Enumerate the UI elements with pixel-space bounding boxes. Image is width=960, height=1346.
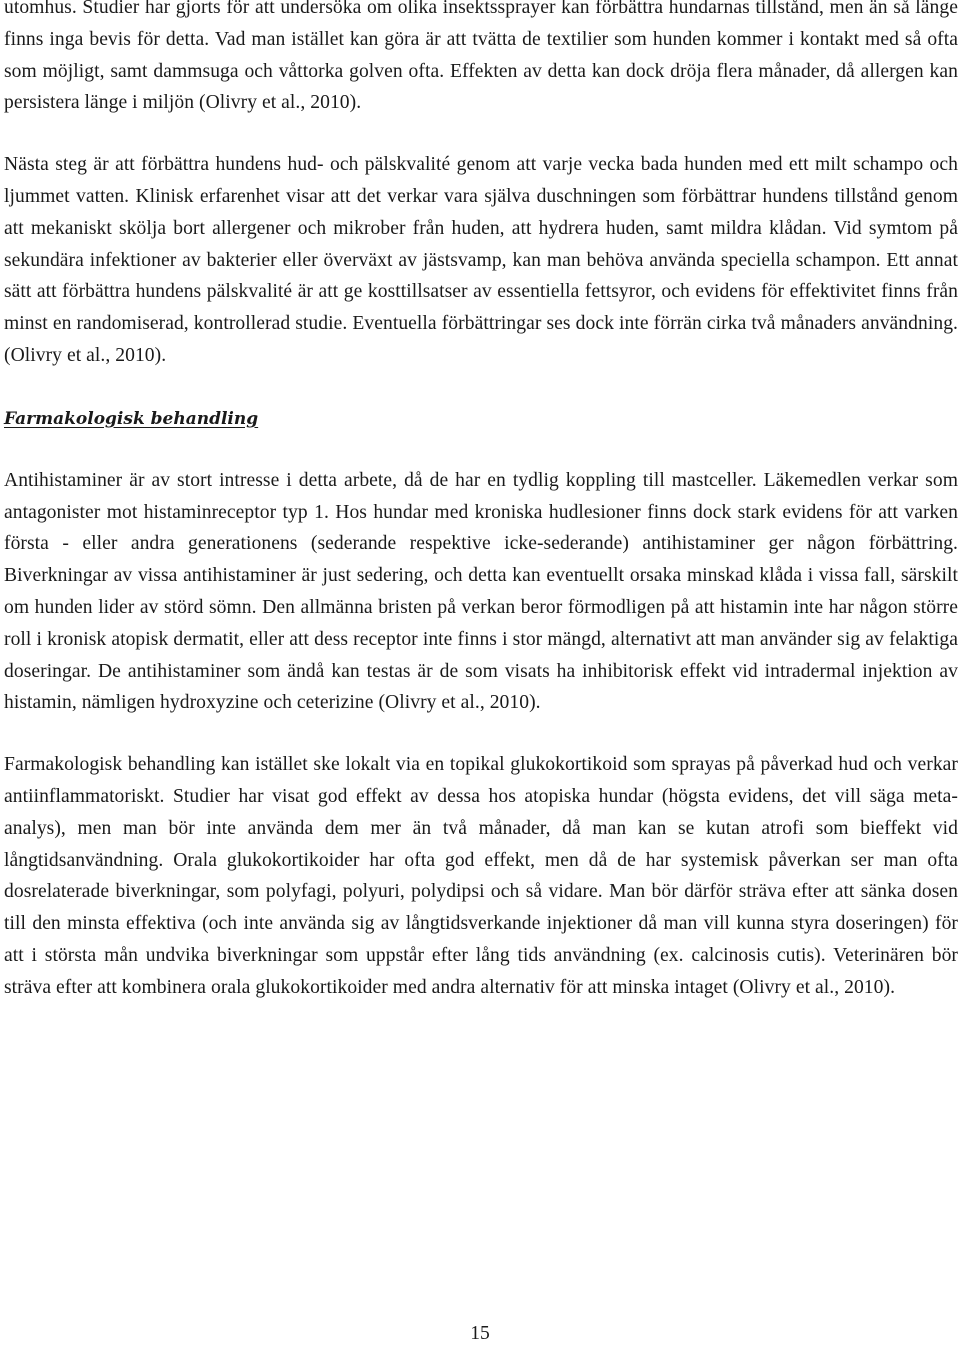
section-heading: Farmakologisk behandling (4, 408, 259, 429)
body-paragraph-glucocorticoids: Farmakologisk behandling kan istället ske lokalt via en topikal glukokortikoid som sprayas på påverkad hud och verkar antiinflammatoriskt. Studier har visat god effekt av dessa hos atopiska hundar (högsta evidens, det vill säga meta-analys), men man bör inte använda dem mer än två månader, då man kan se kutan atrofi som bieffekt vid långtidsanvändning. Orala glukokortikoider har ofta god effekt, men då de har systemisk påverkan ser man ofta dosrelaterade biverkningar, som polyfagi, polyuri, polydipsi och så vidare. Man bör därför sträva efter att sänka dosen till den minsta effektiva (och inte använda sig av långtidsverkande injektioner då man vill kunna styra doseringen) för att i största mån undvika biverkningar som uppstår efter lång tids användning (ex. calcinosis cutis). Veterinären bör sträva efter att kombinera orala glukokortikoider med andra alternativ för att minska intaget (Olivry et al., 2010). (4, 754, 958, 998)
section-spacer (4, 372, 958, 404)
paragraph-spacer (4, 119, 958, 149)
body-paragraph-antihistamines: Antihistaminer är av stort intresse i detta arbete, då de har en tydlig koppling till mastceller. Läkemedlen verkar som antagonister mot histaminreceptor typ 1. Hos hundar med kroniska hudlesioner finns dock stark evidens för att varken första - eller andra generationens (sederande respektive icke-sederande) antihistaminer ger någon förbättring. Biverkningar av vissa antihistaminer är just sedering, och detta kan eventuellt orsaka minskad klåda i vissa fall, särskilt om hunden lider av störd sömn. Den allmänna bristen på verkan beror förmodligen på att histamin inte har någon större roll i kronisk atopisk dermatit, eller att dess receptor inte finns i stor mängd, alternativt att man använder sig av felaktiga doseringar. De antihistaminer som ändå kan testas är de som visats ha inhibitorisk effekt vid intradermal injektion av histamin, nämligen hydroxyzine och ceterizine (Olivry et al., 2010). (4, 469, 958, 714)
section-spacer (4, 435, 958, 465)
page-number: 15 (470, 1323, 490, 1344)
body-paragraph-continuation: utomhus. Studier har gjorts för att undersöka om olika insektssprayer kan förbättra hundarnas tillstånd, men än så länge finns inga bevis för detta. Vad man istället kan göra är att tvätta de textilier som hunden kommer i kontakt med så ofta som möjligt, samt dammsuga och våttorka golven ofta. Effekten av detta kan dock dröja flera månader, då allergen kan persistera länge i miljön (Olivry et al., 2010). (4, 0, 958, 114)
paragraph-spacer (4, 719, 958, 749)
body-paragraph-care: Nästa steg är att förbättra hundens hud- och pälskvalité genom att varje vecka bada hunden med ett milt schampo och ljummet vatten. Klinisk erfarenhet visar att det verkar vara själva duschningen som förbättrar hundens tillstånd genom att mekaniskt skölja bort allergener och mikrober från huden, att hydrera huden, samt mildra klådan. Vid symtom på sekundära infektioner av bakterier eller överväxt av jästsvamp, kan man behöva använda speciella schampon. Ett annat sätt att förbättra hundens pälskvalité är att ge kosttillsatser av essentiella fettsyror, och evidens för effektivitet finns från minst en randomiserad, kontrollerad studie. Eventuella förbättringar ses dock inte förrän cirka två månaders användning. (Olivry et al., 2010). (4, 154, 958, 366)
document-page (4, 0, 958, 1004)
